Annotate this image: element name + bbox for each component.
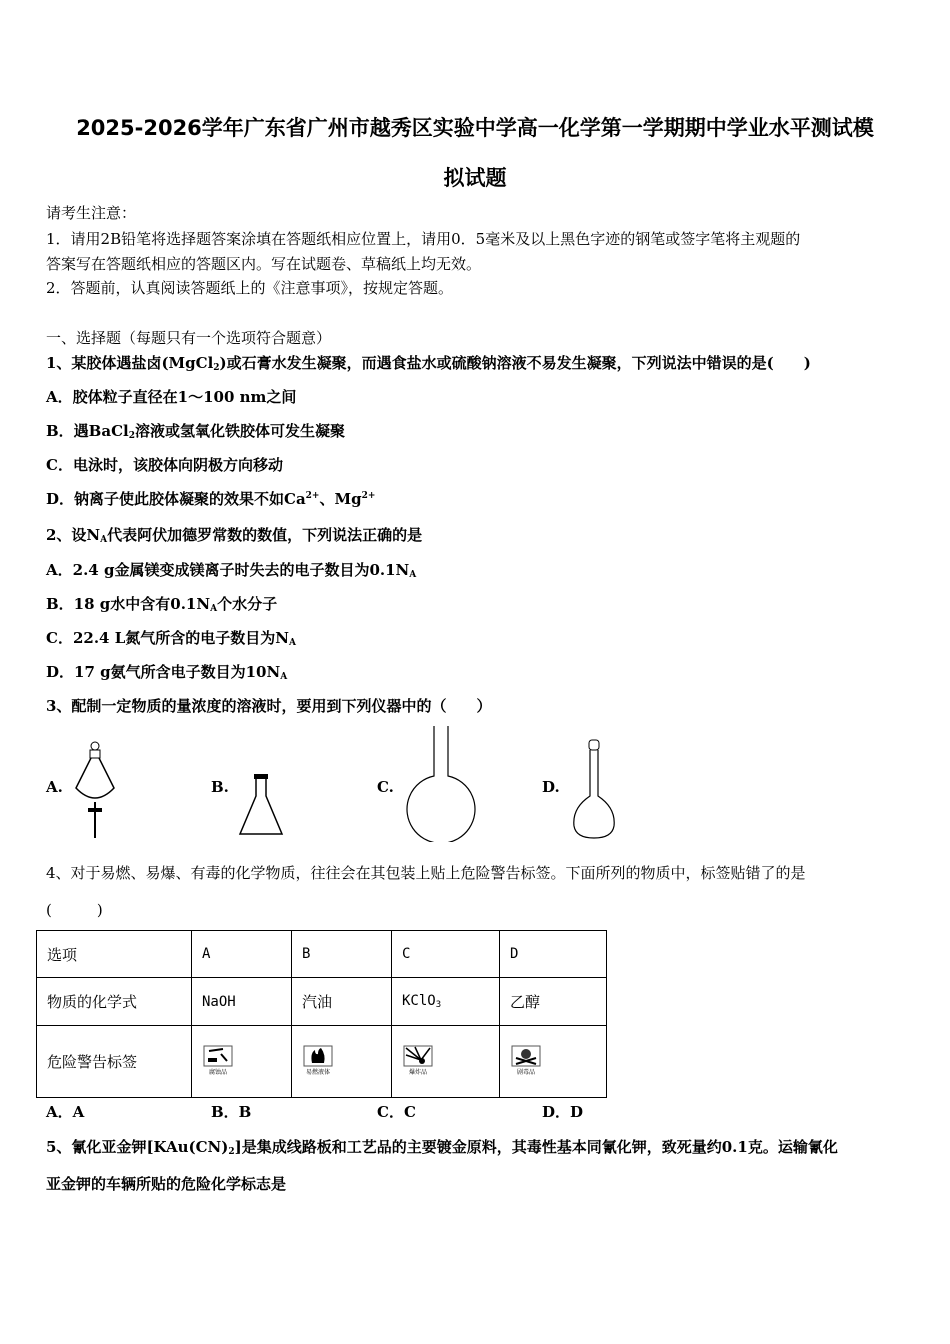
table-cell: D <box>500 931 607 978</box>
table-cell: NaOH <box>192 978 292 1026</box>
q2-option-d: D．17 g氨气所含电子数目为$10N_A$ <box>46 663 288 682</box>
table-row <box>37 1026 607 1098</box>
notice-heading: 请考生注意： <box>46 204 137 222</box>
q2-stem: 2、设$N_A$代表阿伏加德罗常数的数值，下列说法正确的是 <box>46 526 423 545</box>
notice-item-1: 1．请用2B铅笔将选择题答案涂填在答题纸相应位置上，请用0．5毫米及以上黑色字迹的钢笔或签字笔将主观题的 <box>46 230 801 248</box>
table-cell: 汽油 <box>292 978 392 1026</box>
volumetric-flask-icon <box>570 738 618 842</box>
q2-option-c: C．22.4 L氮气所含的电子数目为$N_A$ <box>46 629 296 648</box>
title-line-1: 2025-2026学年广东省广州市越秀区实验中学高一化学第一学期期中学业水平测试模 <box>76 116 874 140</box>
separatory-funnel-icon <box>72 740 118 840</box>
table-cell: A <box>192 931 292 978</box>
toxic-label-icon: 剧毒品 <box>510 1045 542 1076</box>
q1-stem: 1、某胶体遇盐卤(MgCl$_2$)或石膏水发生凝聚，而遇食盐水或硫酸钠溶液不易发生凝聚，下列说法中错误的是( ) <box>46 354 811 373</box>
q1-option-a: A．胶体粒子直径在1～100 nm之间 <box>46 388 297 406</box>
notice-item-1-cont: 答案写在答题纸相应的答题区内。写在试题卷、草稿纸上均无效。 <box>46 255 482 273</box>
table-cell: 选项 <box>37 931 192 978</box>
q3-option-a-label: A. <box>46 778 63 796</box>
table-cell <box>192 1026 292 1098</box>
flammable-label-icon: 易燃液体 <box>302 1045 334 1076</box>
table-cell: C <box>392 931 500 978</box>
table-cell: B <box>292 931 392 978</box>
section-heading: 一、选择题（每题只有一个选项符合题意） <box>46 329 332 347</box>
table-cell <box>500 1026 607 1098</box>
q2-option-b: B．18 g水中含有$0.1N_A$个水分子 <box>46 595 278 614</box>
q5-stem-cont: 亚金钾的车辆所贴的危险化学标志是 <box>46 1175 287 1193</box>
q4-paren: ( ) <box>46 901 103 919</box>
q1-option-b: B．遇BaCl$_2$溶液或氢氧化铁胶体可发生凝聚 <box>46 422 345 441</box>
table-cell: 乙醇 <box>500 978 607 1026</box>
erlenmeyer-flask-icon <box>236 772 286 838</box>
table-cell: 物质的化学式 <box>37 978 192 1026</box>
q3-option-c-label: C. <box>377 778 394 796</box>
corrosive-label-icon: 腐蚀品 <box>202 1045 234 1076</box>
table-row <box>37 978 607 1026</box>
hazard-label-table <box>36 930 607 1098</box>
table-cell: KClO$_3$ <box>392 978 500 1026</box>
q2-option-a: A．2.4 g金属镁变成镁离子时失去的电子数目为$0.1N_A$ <box>46 561 417 580</box>
title-line-2: 拟试题 <box>443 166 507 190</box>
q3-option-b-label: B. <box>211 778 229 796</box>
q4-answer-b: B．B <box>211 1103 252 1121</box>
table-cell <box>292 1026 392 1098</box>
q1-option-d: D．钠离子使此胶体凝聚的效果不如$Ca^{2+}$、$Mg^{2+}$ <box>46 490 376 508</box>
q3-stem: 3、配制一定物质的量浓度的溶液时，要用到下列仪器中的（ ） <box>46 697 492 715</box>
round-bottom-flask-icon <box>404 724 478 842</box>
table-cell: 危险警告标签 <box>37 1026 192 1098</box>
q1-option-c: C．电泳时，该胶体向阴极方向移动 <box>46 456 283 474</box>
notice-item-2: 2．答题前，认真阅读答题纸上的《注意事项》，按规定答题。 <box>46 279 454 297</box>
q4-answer-c: C．C <box>377 1103 416 1121</box>
q5-stem: 5、氰化亚金钾$[KAu(CN)_2]$是集成线路板和工艺品的主要镀金原料，其毒性基本同氰化钾，致死量约0.1克。运输氰化 <box>46 1138 838 1157</box>
table-row <box>37 931 607 978</box>
q4-answer-a: A．A <box>46 1103 85 1121</box>
q3-option-d-label: D. <box>542 778 560 796</box>
q4-stem: 4、对于易燃、易爆、有毒的化学物质，往往会在其包装上贴上危险警告标签。下面所列的物质中，标签贴错了的是 <box>46 864 806 882</box>
table-cell <box>392 1026 500 1098</box>
explosive-label-icon: 爆炸品 <box>402 1045 434 1076</box>
q4-answer-d: D．D <box>542 1103 584 1121</box>
